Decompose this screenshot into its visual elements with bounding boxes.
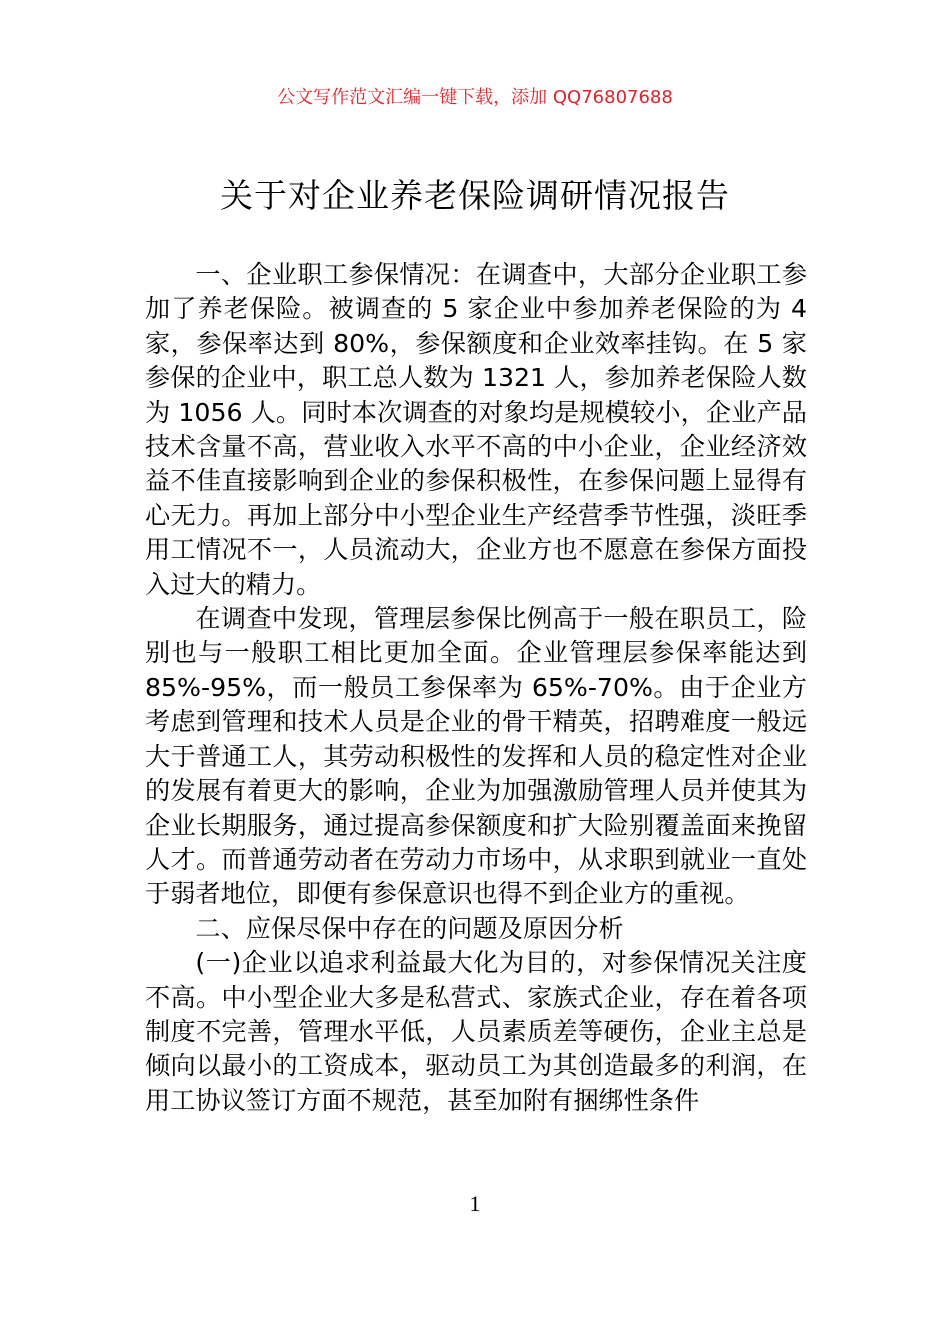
page-number: 1 — [469, 1191, 481, 1216]
paragraph-enterprise-participation: 一、企业职工参保情况：在调查中，大部分企业职工参加了养老保险。被调查的 5 家企业中参加养老保险的为 4 家，参保率达到 80%，参保额度和企业效率挂钩。在 5 家参保的企业中，职工总人数为 1321 人，参加养老保险人数为 1056 人。同时本次调查的对象均是规模较小，企业产品技术含量不高，营业收入水平不高的中小企业，企业经济效益不佳直接影响到企业的参保积极性，在参保问题上显得有心无力。再加上部分中小型企业生产经营季节性强，淡旺季用工情况不一，人员流动大，企业方也不愿意在参保方面投入过大的精力。 — [145, 260, 807, 599]
document-title: 关于对企业养老保险调研情况报告 — [220, 176, 730, 215]
download-watermark-banner: 公文写作范文汇编一键下载，添加 QQ76807688 — [277, 87, 673, 108]
paragraph-management-ratio: 在调查中发现，管理层参保比例高于一般在职员工，险别也与一般职工相比更加全面。企业管理层参保率能达到 85%-95%，而一般员工参保率为 65%-70%。由于企业方考虑到管理和技术人员是企业的骨干精英，招聘难度一般远大于普通工人，其劳动积极性的发挥和人员的稳定性对企业的发展有着更大的影响，企业为加强激励管理人员并使其为企业长期服务，通过提高参保额度和扩大险别覆盖面来挽留人才。而普通劳动者在劳动力市场中，从求职到就业一直处于弱者地位，即便有参保意识也得不到企业方的重视。 — [145, 604, 807, 909]
section-heading-problems: 二、应保尽保中存在的问题及原因分析 — [195, 913, 624, 943]
document-body — [145, 258, 807, 1118]
paragraph-profit-maximization: (一)企业以追求利益最大化为目的，对参保情况关注度不高。中小型企业大多是私营式、家族式企业，存在着各项制度不完善，管理水平低，人员素质差等硬伤，企业主总是倾向以最小的工资成本，驱动员工为其创造最多的利润，在用工协议签订方面不规范，甚至加附有捆绑性条件 — [145, 948, 807, 1115]
